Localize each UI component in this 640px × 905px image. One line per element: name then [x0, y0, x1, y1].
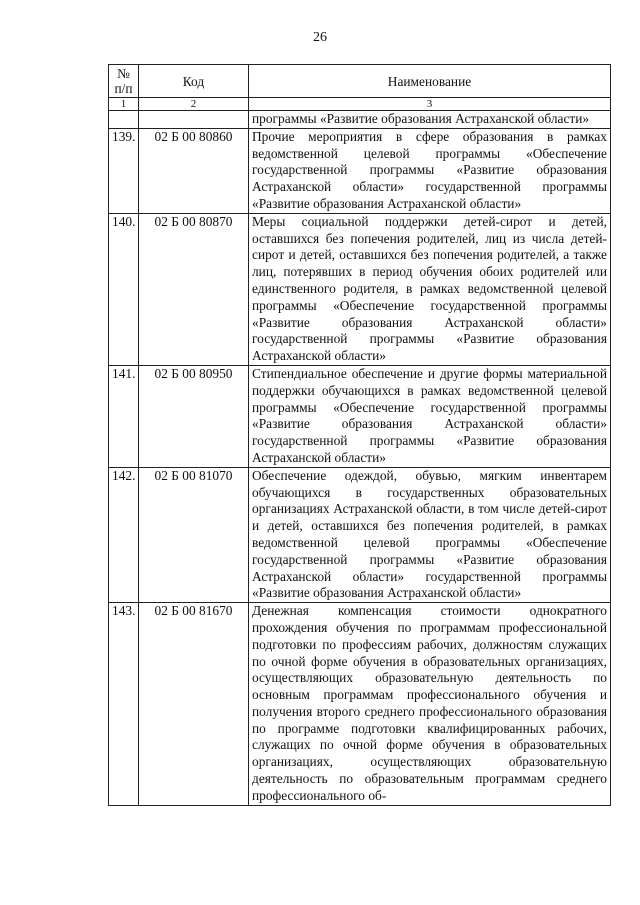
row-name: Обеспечение одеждой, обувью, мягким инвентарем обучающихся в государственных образовательных организациях Астраханской области, в том числе детей-сирот и детей, оставшихся без попечения родителей, в рамках ведомственной целевой программы «Обеспечение государственной программы «Развитие образования Астраханской области» государственной программы «Развитие образования Астраханской области» — [249, 467, 611, 602]
row-name: Денежная компенсация стоимости однократного прохождения обучения по программам профессиональной подготовки по профессиям рабочих, должностям служащих по очной форме обучения в образовательных организациях, осуществляющих образовательную деятельность по основным программам профессионального обучения и получения второго среднего профессионального образования по программе подготовки квалифицированных рабочих, служащих по очной форме обучения в образовательных организациях, осуществляющих образовательную деятельность по образовательным программам среднего профессионального об- — [249, 603, 611, 806]
codes-table — [108, 64, 611, 806]
row-code — [139, 111, 249, 129]
row-number: 140. — [109, 213, 139, 365]
row-name: Меры социальной поддержки детей-сирот и детей, оставшихся без попечения родителей, лиц из числа детей-сирот и детей, оставшихся без попечения родителей, а также лиц, потерявших в период обучения обоих родителей или единственного родителя, в рамках ведомственной целевой программы «Обеспечение государственной программы «Развитие образования Астраханской области» государственной программы «Развитие образования Астраханской области» — [249, 213, 611, 365]
column-number: 3 — [249, 98, 611, 111]
row-code: 02 Б 00 80870 — [139, 213, 249, 365]
row-code: 02 Б 00 81670 — [139, 603, 249, 806]
table-row — [109, 213, 611, 365]
row-number: 139. — [109, 128, 139, 213]
table-row — [109, 111, 611, 129]
column-number: 1 — [109, 98, 139, 111]
row-number: 143. — [109, 603, 139, 806]
row-number: 142. — [109, 467, 139, 602]
row-number — [109, 111, 139, 129]
row-name: Прочие мероприятия в сфере образования в рамках ведомственной целевой программы «Обеспечение государственной программы «Развитие образования Астраханской области» государственной программы «Развитие образования Астраханской области» — [249, 128, 611, 213]
column-numbers-row — [109, 98, 611, 111]
row-code: 02 Б 00 81070 — [139, 467, 249, 602]
table-row — [109, 128, 611, 213]
table-row — [109, 467, 611, 602]
row-code: 02 Б 00 80950 — [139, 365, 249, 467]
row-name: Стипендиальное обеспечение и другие формы материальной поддержки обучающихся в рамках ведомственной целевой программы «Обеспечение государственной программы «Развитие образования Астраханской области» государственной программы «Развитие образования Астраханской области» — [249, 365, 611, 467]
table-row — [109, 365, 611, 467]
row-name: программы «Развитие образования Астраханской области» — [249, 111, 611, 129]
row-number: 141. — [109, 365, 139, 467]
page-number: 26 — [313, 30, 327, 45]
table-row — [109, 603, 611, 806]
table-header-row — [109, 65, 611, 98]
row-code: 02 Б 00 80860 — [139, 128, 249, 213]
header-name: Наименование — [249, 65, 611, 98]
header-code: Код — [139, 65, 249, 98]
column-number: 2 — [139, 98, 249, 111]
header-num: № п/п — [109, 65, 139, 98]
